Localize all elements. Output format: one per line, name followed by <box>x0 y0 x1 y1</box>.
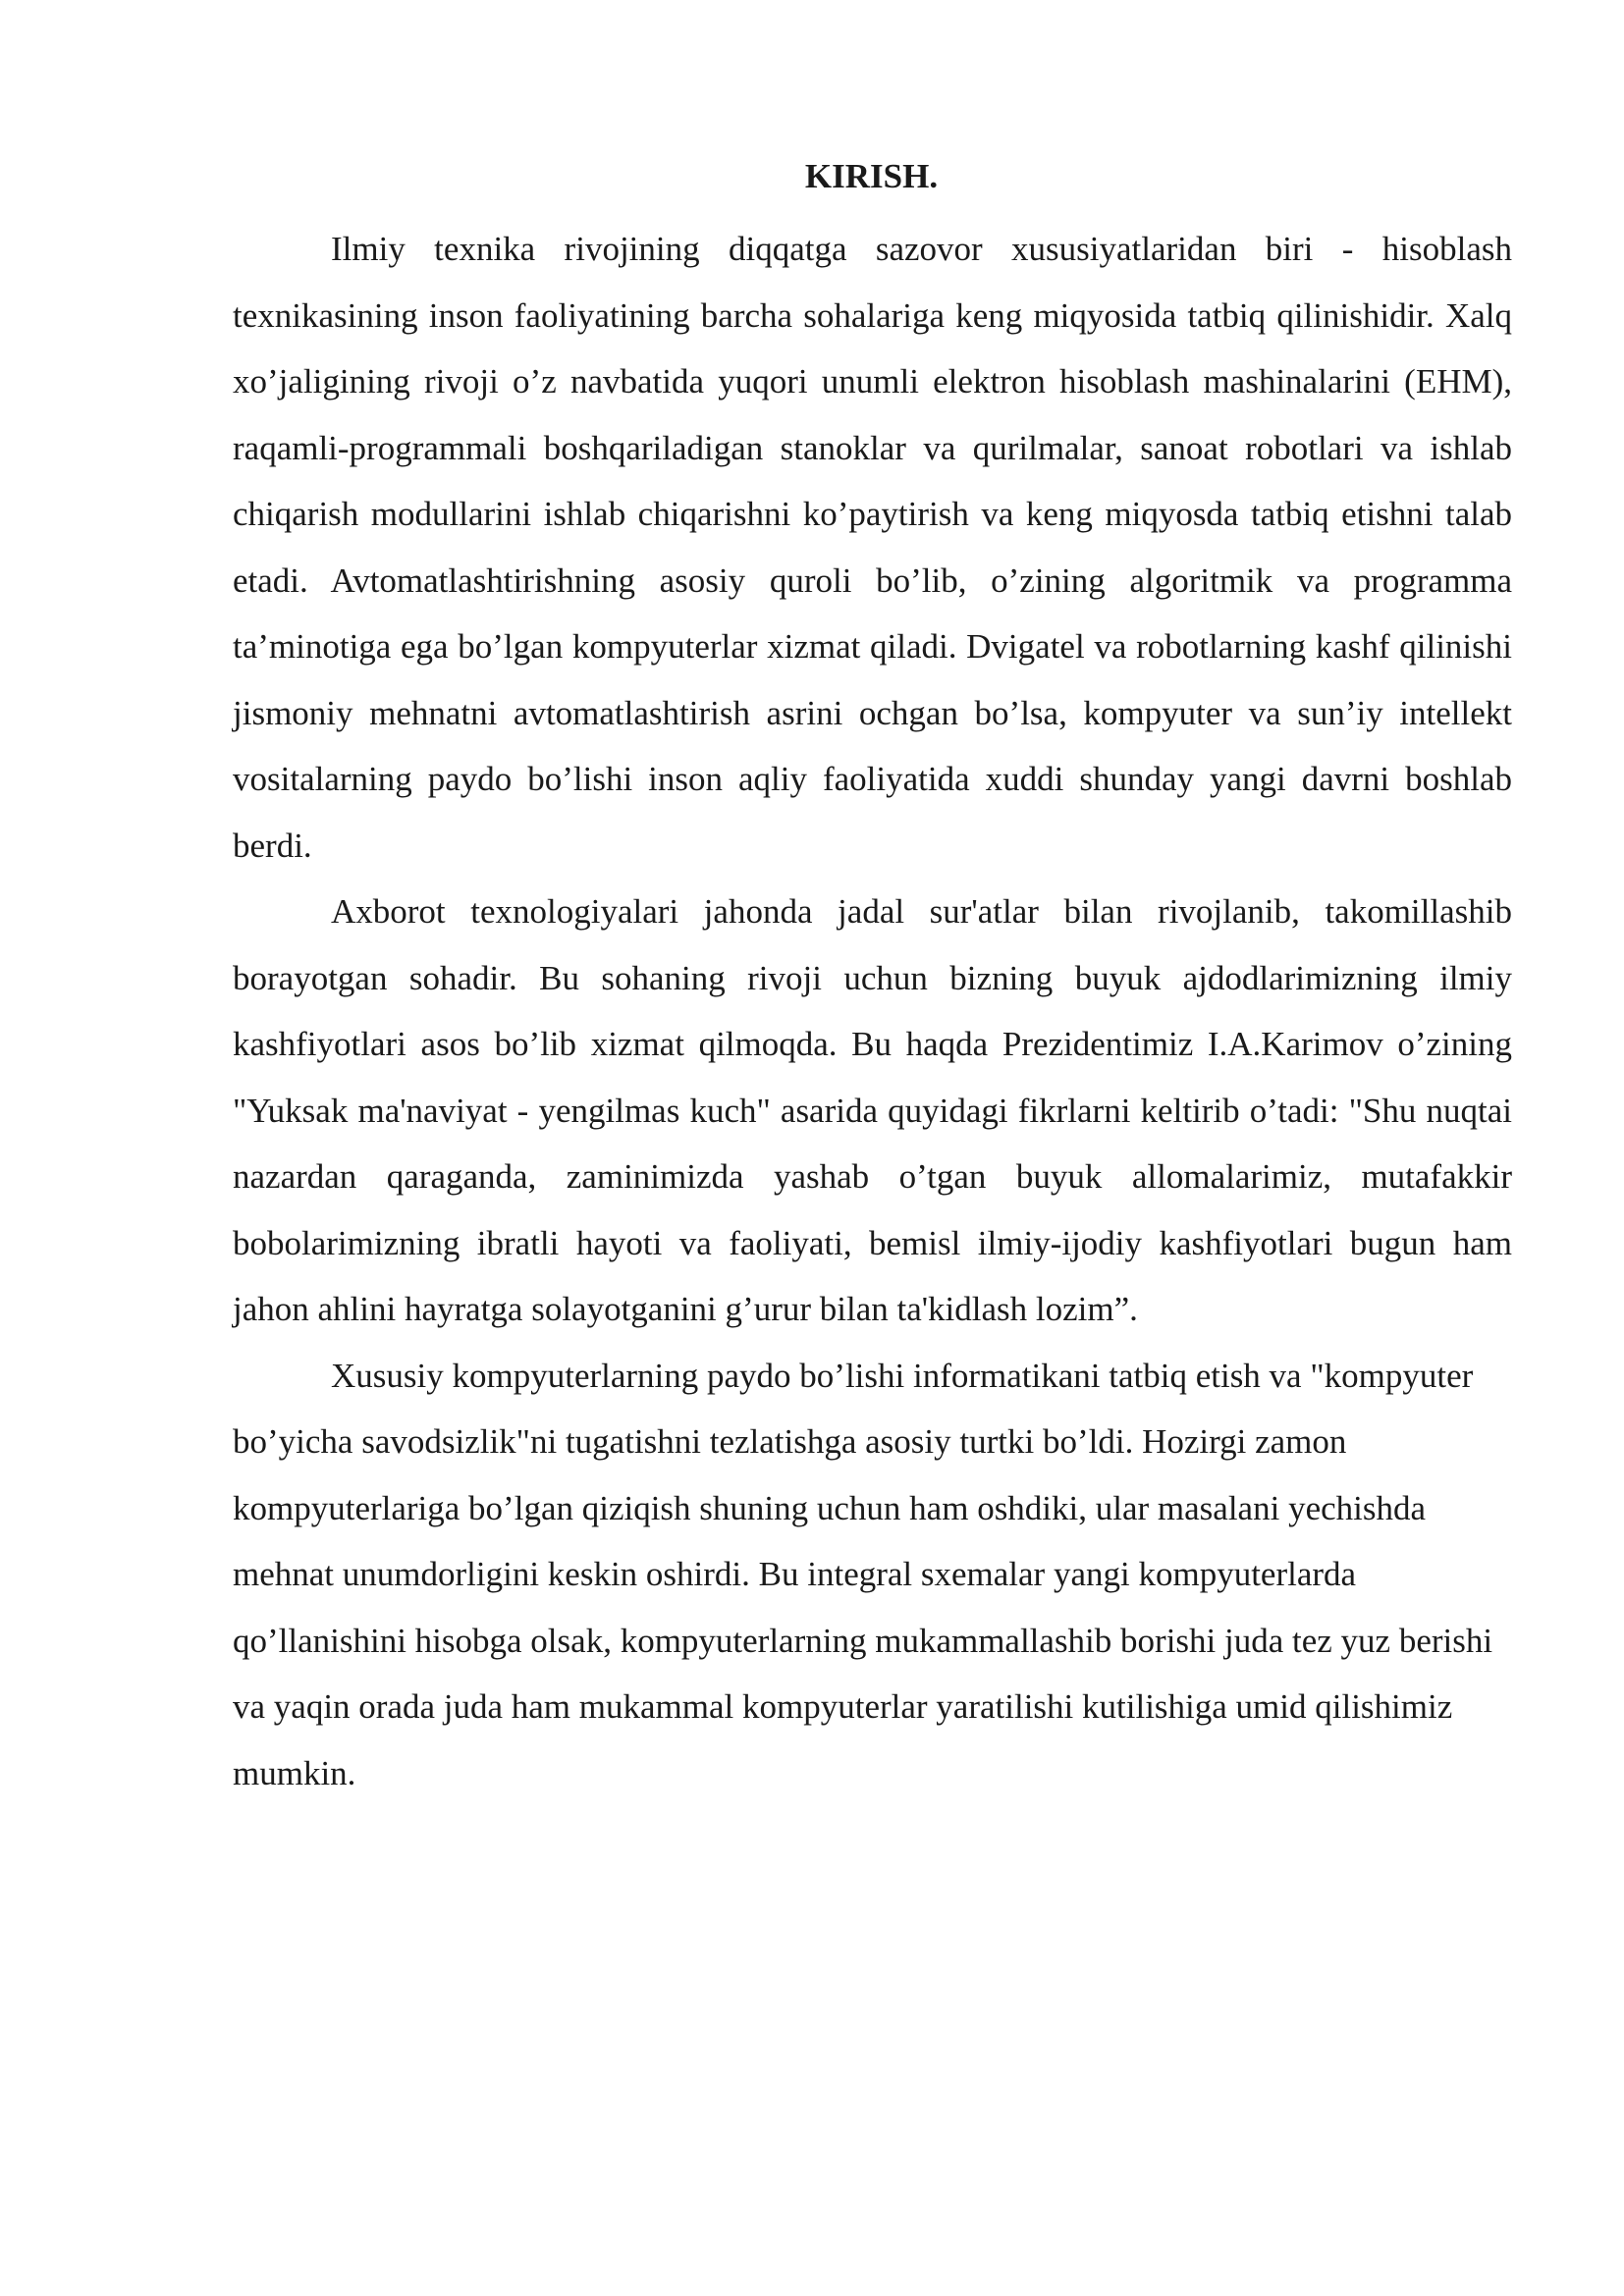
document-body <box>233 216 1512 1806</box>
paragraph-1: Ilmiy texnika rivojining diqqatga sazovor xususiyatlaridan biri - hisoblash texnikasining inson faoliyatining barcha sohalariga keng miqyosida tatbiq qilinishidir. Xalq xo’jaligining rivoji o’z navbatida yuqori unumli elektron hisoblash mashinalarini (EHM), raqamli-programmali boshqariladigan stanoklar va qurilmalar, sanoat robotlari va ishlab chiqarish modullarini ishlab chiqarishni ko’paytirish va keng miqyosda tatbiq etishni talab etadi. Avtomatlashtirishning asosiy quroli bo’lib, o’zining algoritmik va programma ta’minotiga ega bo’lgan kompyuterlar xizmat qiladi. Dvigatel va robotlarning kashf qilinishi jismoniy mehnatni avtomatlashtirish asrini ochgan bo’lsa, kompyuter va sun’iy intellekt vositalarning paydo bo’lishi inson aqliy faoliyatida xuddi shunday yangi davrni boshlab berdi. <box>233 230 1512 865</box>
document-title: KIRISH. <box>804 157 939 195</box>
paragraph-3: Xususiy kompyuterlarning paydo bo’lishi informatikani tatbiq etish va "kompyuter bo’yicha savodsizlik"ni tugatishni tezlatishga asosiy turtki bo’ldi. Hozirgi zamon kompyuterlariga bo’lgan qiziqish shuning uchun ham oshdiki, ular masalani yechishda mehnat unumdorligini keskin oshirdi. Bu integral sxemalar yangi kompyuterlarda qo’llanishini hisobga olsak, kompyuterlarning mukammallashib borishi juda tez yuz berishi va yaqin orada juda ham mukammal kompyuterlar yaratilishi kutilishiga umid qilishimiz mumkin. <box>233 1356 1493 1792</box>
paragraph-2: Axborot texnologiyalari jahonda jadal sur'atlar bilan rivojlanib, takomillashib borayotgan sohadir. Bu sohaning rivoji uchun bizning buyuk ajdodlarimizning ilmiy kashfiyotlari asos bo’lib xizmat qilmoqda. Bu haqda Prezidentimiz I.A.Karimov o’zining "Yuksak ma'naviyat - yengilmas kuch" asarida quyidagi fikrlarni keltirib o’tadi: "Shu nuqtai nazardan qaraganda, zaminimizda yashab o’tgan buyuk allomalarimiz, mutafakkir bobolarimizning ibratli hayoti va faoliyati, bemisl ilmiy-ijodiy kashfiyotlari bugun ham jahon ahlini hayratga solayotganini g’urur bilan ta'kidlash lozim”. <box>233 892 1512 1328</box>
